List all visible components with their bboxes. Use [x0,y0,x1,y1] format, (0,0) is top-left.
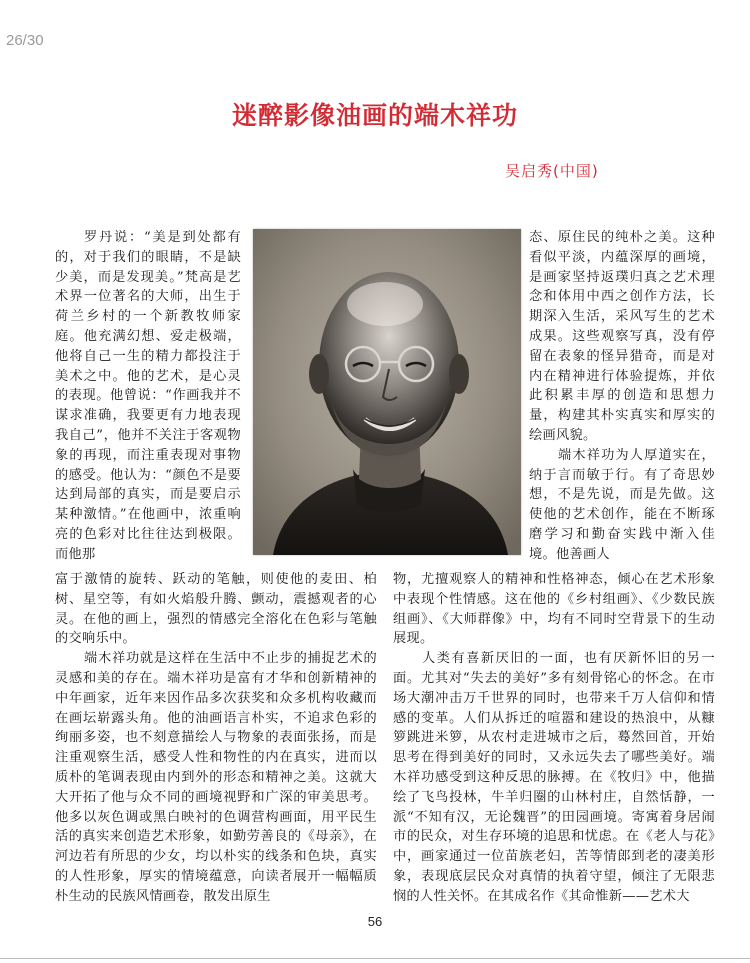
right-column [529,228,715,566]
paragraph-3-continued: 物，尤擅观察人的精神和性格神态，倾心在艺术形象中表现个性情感。这在他的《乡村组画》、《少数民族组画》、《大师群像》中，均有不同时空背景下的生动展现。 [393,572,715,647]
paragraph-5: 人类有喜新厌旧的一面，也有厌新怀旧的另一面。尤其对“失去的美好”多有刻骨铭心的怀念。在市场大潮冲击万千世界的同时，也带来千万人信仰和情感的变革。人们从拆迁的喧嚣和建设的热浪中，从糠箩跳进米箩，从农村走进城市之后，蓦然回首，开始思考在得到美好的同时，又永远失去了哪些美好。端木祥功感受到这种反思的脉搏。在《牧归》中，他描绘了飞鸟投林，牛羊归圈的山林村庄，自然恬静，一派“不知有汉，无论魏晋”的田园画境。寄寓着身居闹市的民众，对生存环境的追思和忧虑。在《老人与花》中，画家通过一位苗族老妇，苦等情郎到老的凄美形象，表现底层民众对真情的执着守望，倾注了无限悲悯的人性关怀。在其成名作《其命惟新——艺术大 [393,651,715,903]
lower-left-column [55,570,377,903]
article-author: 吴启秀(中国) [505,162,599,180]
full-width-text [55,570,715,903]
article-title: 迷醉影像油画的端木祥功 [231,101,518,130]
page-number: 56 [367,914,383,929]
portrait-painting [253,229,521,555]
paragraph-4: 端木祥功就是这样在生活中不止步的捕捉艺术的灵感和美的存在。端木祥功是富有才华和创新精神的中年画家，近年来因作品多次获奖和众多机构收藏而在画坛崭露头角。他的油画语言朴实，不追求色彩的绚丽多姿，也不刻意描绘人与物象的表面张扬，而是注重观察生活，感受人性和物性的内在真实，进而以质朴的笔调表现由内到外的形态和精神之美。这就大大开拓了他与众不同的画境视野和广深的审美思考。他多以灰色调或黑白映衬的色调营构画面，用平民生活的真实来创造艺术形象，如勤劳善良的《母亲》，在河边若有所思的少女，均以朴实的线条和色块，真实的人性形象，厚实的情境蕴意，向读者展开一幅幅质朴生动的民族风情画卷，散发出原生 [55,651,377,903]
footer-divider [0,958,750,959]
paragraph-3: 端木祥功为人厚道实在，纳于言而敏于行。有了奇思妙想，不是先说，而是先做。这使他的艺术创作，能在不断琢磨学习和勤奋实践中渐入佳境。他善画人 [529,447,715,562]
paragraph-1: 罗丹说：“美是到处都有的，对于我们的眼睛，不是缺少美，而是发现美。”梵高是艺术界一位著名的大师，出生于荷兰乡村的一个新教牧师家庭。他充满幻想、爱走极端，他将自己一生的精力都投注于美术之中。他的艺术，是心灵的表现。他曾说：“作画我并不谋求准确，我要更有力地表现我自己”，他并不关注于客观物象的再现，而注重表现对事物的感受。他认为：“颜色不是要达到局部的真实，而是要启示某种激情。”在他画中，浓重响亮的色彩对比往往达到极限。而他那 [55,230,241,562]
paragraph-2-continued: 态、原住民的纯朴之美。这种看似平淡，内蕴深厚的画境，是画家坚持返璞归真之艺术理念和体用中西之创作方法，长期深入生活，采风写生的艺术成果。这些观察写真，没有停留在表象的怪异猎奇，而是对内在精神进行体验提炼，并依此积累丰厚的创造和思想力量，构建其朴实真实和厚实的绘画风貌。 [529,230,715,443]
page-counter: 26/30 [6,32,44,49]
paragraph-1-continued: 富于激情的旋转、跃动的笔触，则使他的麦田、柏树、星空等，有如火焰般升腾、颤动，震撼观者的心灵。在他的画上，强烈的情感完全溶化在色彩与笔触的交响乐中。 [55,572,377,647]
left-column [55,228,241,628]
lower-right-column [393,570,715,903]
portrait-image [253,229,521,555]
